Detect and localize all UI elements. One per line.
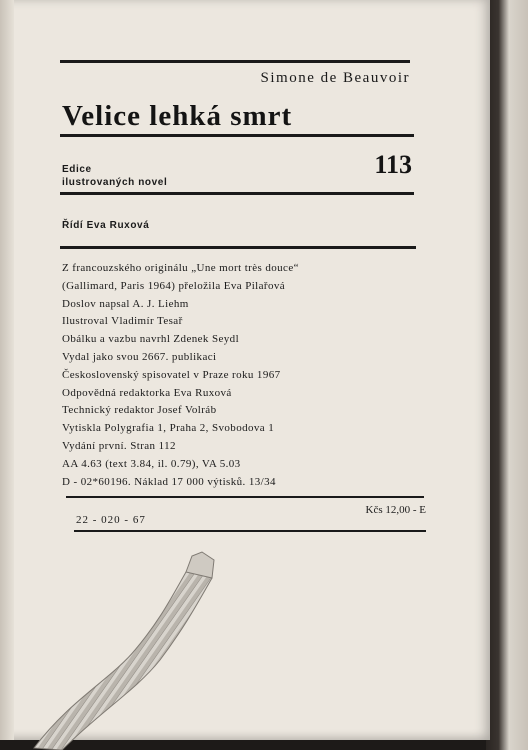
- series-line-2: ilustrovaných novel: [62, 177, 168, 188]
- imprint-line: AA 4.63 (text 3.84, il. 0.79), VA 5.03: [62, 457, 241, 470]
- author-name: Simone de Beauvoir: [260, 70, 410, 86]
- series-rule: [60, 192, 414, 195]
- imprint-block: [62, 260, 422, 491]
- imprint-line: Technický redaktor Josef Volráb: [62, 404, 217, 417]
- imprint-line: Doslov napsal A. J. Liehm: [62, 297, 189, 310]
- catalog-code: 22 - 020 - 67: [76, 514, 146, 526]
- footer-rule: [74, 530, 426, 532]
- book-cover-edge: [486, 0, 528, 750]
- series-number: 113: [374, 150, 412, 179]
- top-rule: [60, 60, 410, 63]
- series-line-1: Edice: [62, 164, 92, 175]
- imprint-line: (Gallimard, Paris 1964) přeložila Eva Pilařová: [62, 279, 286, 292]
- series-editor: Řídí Eva Ruxová: [62, 220, 150, 231]
- imprint-line: Československý spisovatel v Praze roku 1967: [62, 368, 281, 381]
- book-title: Velice lehká smrt: [62, 100, 293, 132]
- series-label: [62, 163, 262, 189]
- imprint-line: Vydal jako svou 2667. publikaci: [62, 350, 217, 363]
- page-gutter: [0, 0, 14, 740]
- imprint-line: Obálku a vazbu navrhl Zdenek Seydl: [62, 333, 240, 346]
- imprint-line: D - 02*60196. Náklad 17 000 výtisků. 13/34: [62, 475, 276, 488]
- imprint-line: Ilustroval Vladimír Tesař: [62, 315, 183, 328]
- imprint-line: Vytiskla Polygrafia 1, Praha 2, Svobodova 1: [62, 422, 275, 435]
- price: Kčs 12,00 - E: [365, 504, 426, 516]
- imprint-top-rule: [60, 246, 416, 249]
- imprint-bottom-rule: [66, 496, 424, 498]
- imprint-line: Odpovědná redaktorka Eva Ruxová: [62, 386, 232, 399]
- imprint-line: Z francouzského originálu „Une mort très douce“: [62, 262, 299, 274]
- imprint-line: Vydání první. Stran 112: [62, 439, 176, 452]
- title-rule: [60, 134, 414, 137]
